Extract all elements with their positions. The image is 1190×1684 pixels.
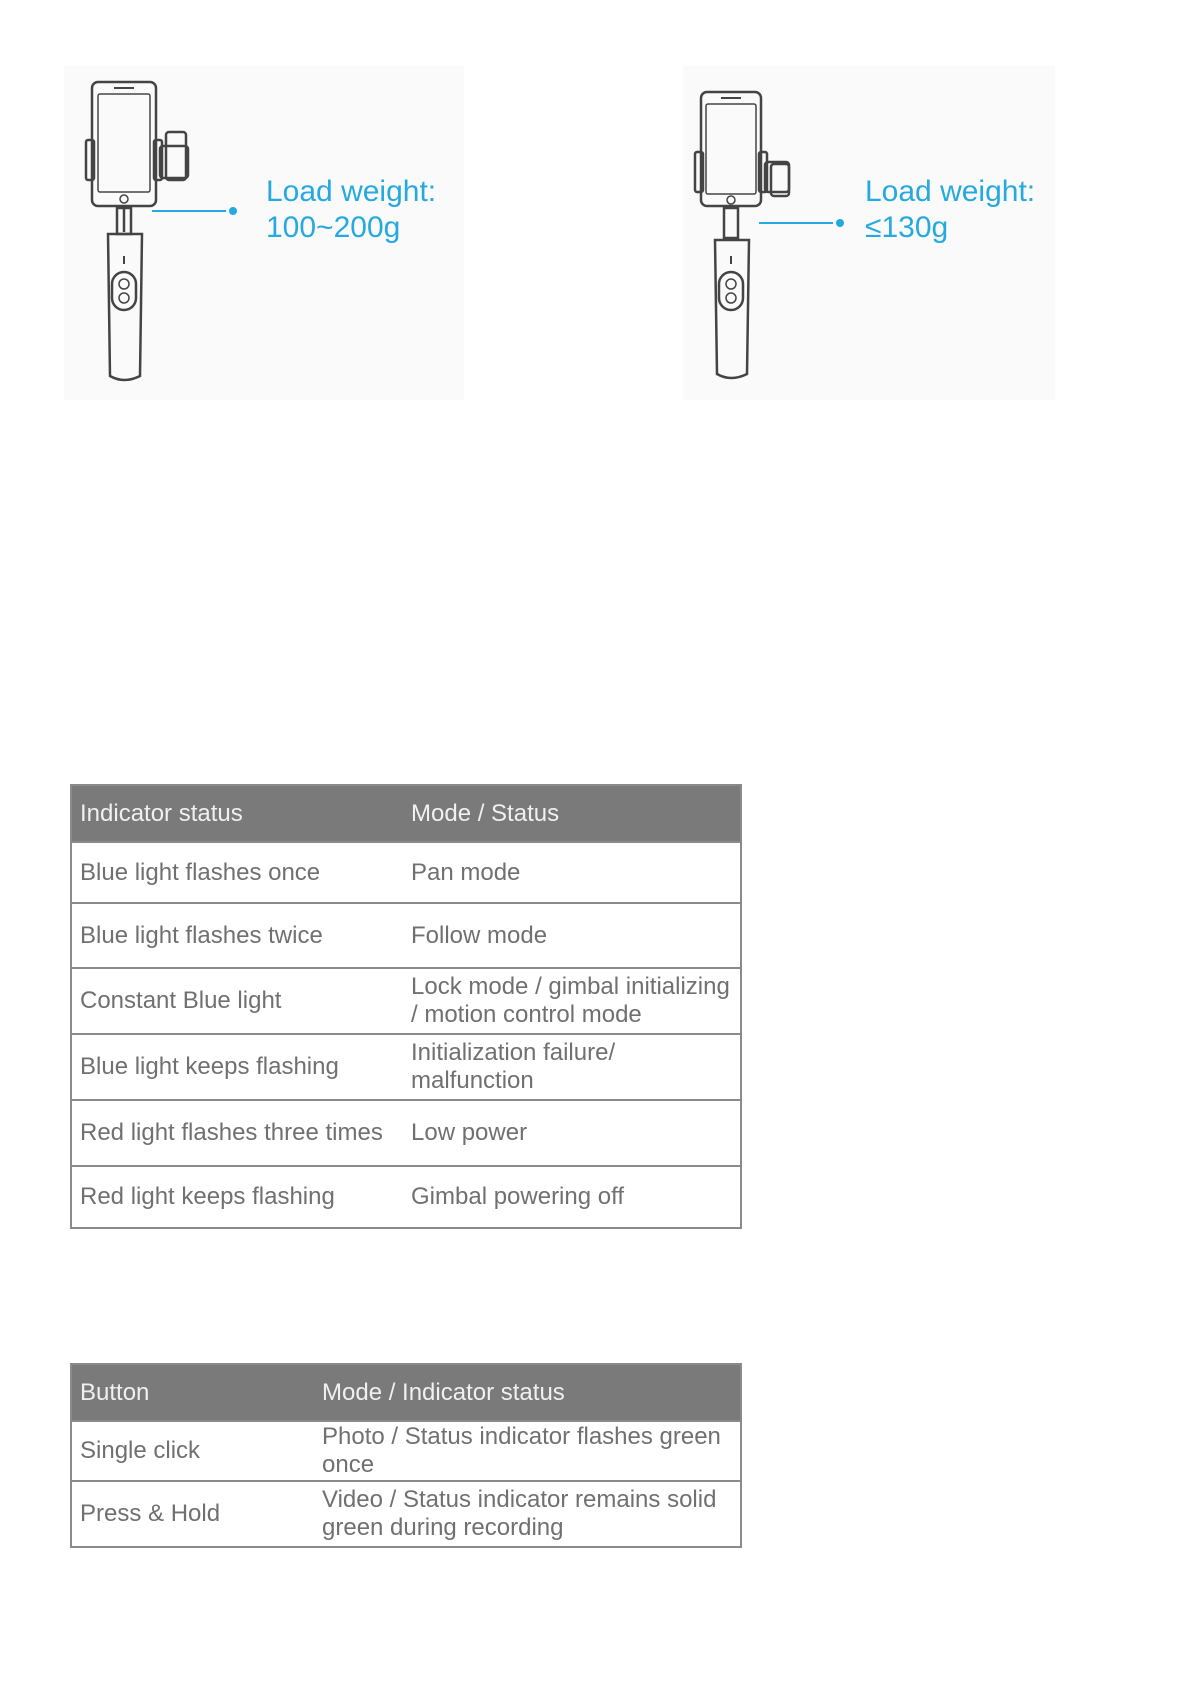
table-row [71,842,741,903]
load-weight-label: Load weight: [266,175,437,208]
mode-cell: Video / Status indicator remains solid green during recording [314,1481,741,1547]
gimbal-figure-small-phone [683,66,1055,400]
load-weight-value: ≤130g [865,211,949,244]
button-cell: Single click [71,1421,314,1481]
gimbal-phone-illustration [84,72,204,392]
table-row [71,903,741,968]
indicator-cell: Red light flashes three times [71,1100,403,1166]
indicator-cell: Blue light flashes twice [71,903,403,968]
column-header: Mode / Indicator status [314,1364,741,1421]
load-weight-value: 100~200g [266,211,401,244]
gimbal-phone-illustration [691,82,811,402]
mode-cell: Lock mode / gimbal initializing / motion control mode [403,968,741,1034]
button-function-table [70,1363,742,1548]
indicator-cell: Constant Blue light [71,968,403,1034]
mode-cell: Follow mode [403,903,741,968]
table-header-row [71,1364,741,1421]
gimbal-figure-large-phone [64,66,464,400]
column-header: Mode / Status [403,785,741,842]
leader-dot [836,219,844,227]
indicator-cell: Blue light flashes once [71,842,403,903]
indicator-status-table [70,784,742,1229]
table-row [71,1421,741,1481]
table-row [71,968,741,1034]
mode-cell: Gimbal powering off [403,1166,741,1228]
indicator-cell: Blue light keeps flashing [71,1034,403,1100]
mode-cell: Pan mode [403,842,741,903]
leader-line [152,210,226,212]
mode-cell: Low power [403,1100,741,1166]
leader-dot [229,207,237,215]
table-row [71,1034,741,1100]
column-header: Indicator status [71,785,403,842]
leader-line [759,222,833,224]
table-header-row [71,785,741,842]
table-row [71,1481,741,1547]
mode-cell: Photo / Status indicator flashes green once [314,1421,741,1481]
mode-cell: Initialization failure/ malfunction [403,1034,741,1100]
load-weight-label: Load weight: [865,175,1036,208]
table-row [71,1166,741,1228]
indicator-cell: Red light keeps flashing [71,1166,403,1228]
column-header: Button [71,1364,314,1421]
button-cell: Press & Hold [71,1481,314,1547]
table-row [71,1100,741,1166]
